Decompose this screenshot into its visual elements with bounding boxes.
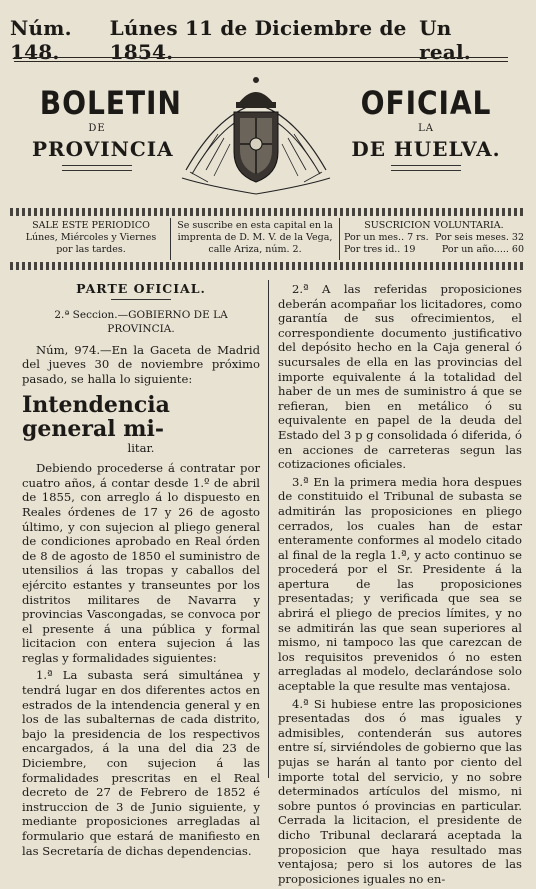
price-item: Por seis meses. 32 (435, 232, 524, 243)
section-rule (111, 299, 171, 300)
title-de-huelva: DE HUELVA. (351, 137, 501, 161)
article-paragraph: Debiendo procederse á contratar por cuatro años, á contar desde 1.º de abril de 1855, con arreglo á lo dispuesto en Reales órdenes de 17 y 26 de agosto último, y con sujecion al pliego general de condiciones aprobado en Real órden de 8 de agosto de 1850 el suministro de utensilios á las tropas y caballos del ejército estantes y transeuntes por los distritos militares de Navarra y provincias Vascongadas, se convoca por el presente á una pública y formal licitacion con entera sujecion á las reglas y formalidades siguientes: (22, 461, 260, 665)
article-paragraph: 4.ª Si hubiese entre las proposiciones presentadas dos ó mas iguales y admisibles, contenderán sus autores entre sí, sirviéndoles de gobierno que las pujas se harán al tanto por ciento del importe total del servicio, y no sobre determinados artículos del mismo, ni sobre puntos ó provincias en particular. Cerrada la licitacion, el presidente de dicho Tribunal declarará aceptada la proposicion que haya resultado mas ventajosa; pero si los autores de las proposiciones iguales no en- (278, 696, 522, 886)
address-line: Se suscribe en esta capital en la (177, 220, 333, 231)
article-paragraph: 1.ª La subasta será simultánea y tendrá lugar en dos diferentes actos en estrados de la intendencia general y en los de las subalternas de cada distrito, bajo la presidencia de los respectivos encargados, á la una del dia 23 de Diciembre, con sujecion á las formalidades prescritas en el Real decreto de 27 de Febrero de 1852 é instruccion de 3 de Junio siguiente, y mediante proposiciones arregladas al formulario que estará de manifiesto en las Secretaría de dichas dependencias. (22, 668, 260, 858)
schedule-line: Lúnes, Miércoles y Viernes (25, 232, 157, 243)
schedule-line: SALE ESTE PERIODICO (32, 220, 150, 231)
issue-number: Núm. 148. (10, 16, 72, 64)
ornament-rule-left (62, 165, 132, 171)
masthead-rule-thin (14, 61, 508, 62)
schedule-line: por las tardes. (56, 244, 126, 255)
right-column (278, 282, 522, 889)
section-title: PARTE OFICIAL. (76, 281, 206, 296)
price-row (344, 232, 524, 244)
title-provincia: PROVINCIA (32, 137, 174, 161)
masthead-rule (14, 57, 508, 58)
price-item: Por un año..... 60 (441, 244, 524, 255)
article-paragraph: 3.ª En la primera media hora despues de constituido el Tribunal de subasta se admitirán las proposiciones en pliego cerrados, los cuales han de estar enteramente conformes al modelo citado al final de la regla 1.ª, y acto continuo se procederá por el Sr. Presidente á la apertura de las proposiciones presentadas; y verificada que sea se abrirá el pliego de precios límites, y no se admitirán las que sean superiores al mismo, ni tampoco las que carezcan de los requisitos prevenidos ó no esten arregladas al modelo, declarándose solo aceptable la que resulte mas ventajosa. (278, 474, 522, 694)
title-left-block (32, 84, 182, 171)
ornamental-border-top (10, 208, 526, 216)
title-de: DE (88, 123, 106, 134)
title-right-block (346, 86, 506, 171)
address-line: calle Ariza, núm. 2. (208, 244, 302, 255)
royal-coat-of-arms-icon (178, 74, 334, 200)
address-line: imprenta de D. M. V. de la Vega, (177, 232, 333, 243)
prices-title: SUSCRICION VOLUNTARIA. (364, 220, 504, 231)
issue-price: Un real. (419, 16, 471, 64)
subscription-address (170, 218, 340, 260)
subscription-box (12, 218, 528, 260)
ornamental-border-bottom (10, 262, 526, 270)
left-column (22, 282, 260, 861)
publication-schedule (12, 218, 170, 260)
issue-line (10, 16, 496, 64)
article-heading: Intendencia general mi- (22, 391, 170, 442)
price-item: Por un mes.. 7 rs. (344, 232, 429, 243)
ornament-rule-right (391, 165, 461, 171)
title-boletin: BOLETIN (39, 84, 182, 122)
subscription-prices (340, 218, 528, 260)
price-row (344, 244, 524, 256)
price-item: Por tres id.. 19 (344, 244, 416, 255)
article-paragraph: Núm, 974.—En la Gaceta de Madrid del jueves 30 de noviembre próximo pasado, se halla lo siguiente: (22, 342, 260, 386)
article-heading-cont: litar. (127, 440, 155, 455)
title-oficial: OFICIAL (360, 84, 492, 122)
article-paragraph: 2.ª A las referidas proposiciones deberán acompañar los licitadores, como garantía de sus ofrecimientos, el correspondiente documento justificativo del depósito hecho en la Caja general ó sucursales de ella en las provincias del importe equivalente á la totalidad del haber de un mes de suministro á que se refieran, bien en metálico ó su equivalente en papel de la deuda del Estado del 3 p g consolidada ó diferida, ó en acciones de carreteras segun las cotizaciones oficiales. (278, 282, 522, 472)
title-la: LA (418, 123, 434, 134)
subsection-title: 2.ª Seccion.—GOBIERNO DE LA PROVINCIA. (54, 308, 228, 336)
column-divider (268, 280, 269, 778)
issue-date: Lúnes 11 de Diciembre de 1854. (109, 16, 407, 64)
